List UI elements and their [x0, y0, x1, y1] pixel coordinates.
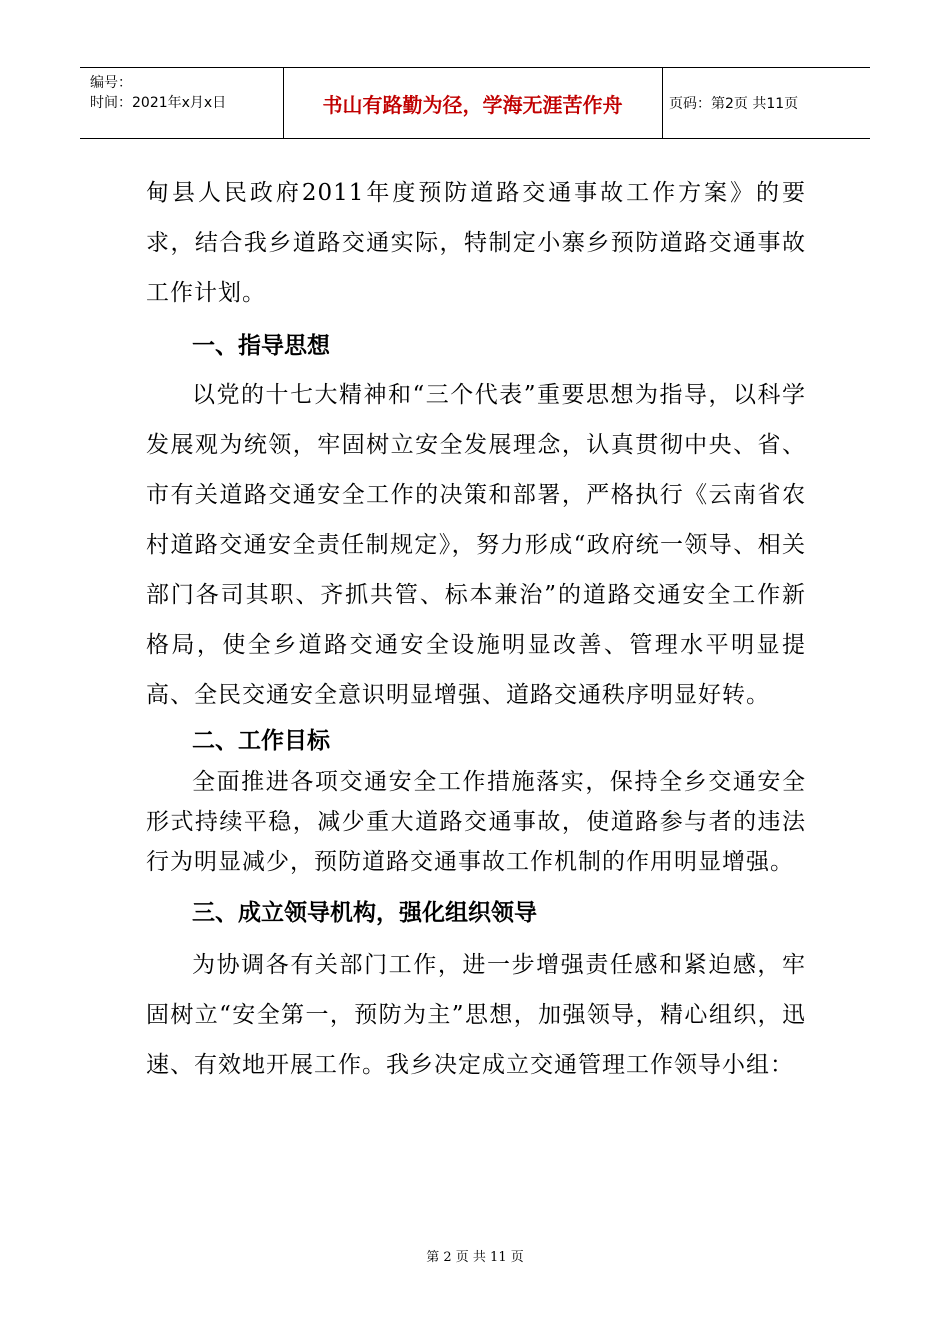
- section-heading-3: 三、成立领导机构，强化组织领导: [192, 900, 537, 926]
- document-body: [146, 168, 806, 1090]
- intro-paragraph: 甸县人民政府2011年度预防道路交通事故工作方案》的要求，结合我乡道路交通实际，特制定小寨乡预防道路交通事故工作计划。: [146, 180, 806, 306]
- page-footer: 第 2 页 共 11 页: [426, 1250, 524, 1265]
- section-paragraph-1: 以党的十七大精神和“三个代表”重要思想为指导，以科学发展观为统领，牢固树立安全发展理念，认真贯彻中央、省、市有关道路交通安全工作的决策和部署，严格执行《云南省农村道路交通安全责任制规定》，努力形成“政府统一领导、相关部门各司其职、齐抓共管、标本兼治”的道路交通安全工作新格局，使全乡道路交通安全设施明显改善、管理水平明显提高、全民交通安全意识明显增强、道路交通秩序明显好转。: [146, 382, 806, 708]
- header-page-info: 页码：第2页 共11页: [669, 96, 799, 112]
- number-label: 编号：: [90, 75, 132, 91]
- page-header: [80, 67, 870, 139]
- section-heading-2: 二、工作目标: [192, 728, 330, 754]
- header-motto: 书山有路勤为径，学海无涯苦作舟: [322, 92, 623, 117]
- section-paragraph-3: 为协调各有关部门工作，进一步增强责任感和紧迫感，牢固树立“安全第一，预防为主”思想，加强领导，精心组织，迅速、有效地开展工作。我乡决定成立交通管理工作领导小组：: [146, 952, 806, 1078]
- header-meta: [80, 68, 283, 138]
- section-heading-1: 一、指导思想: [192, 333, 330, 359]
- section-paragraph-2: 全面推进各项交通安全工作措施落实，保持全乡交通安全形式持续平稳，减少重大道路交通事故，使道路参与者的违法行为明显减少，预防道路交通事故工作机制的作用明显增强。: [146, 769, 806, 875]
- time-label: 时间：2021年x月x日: [90, 95, 227, 111]
